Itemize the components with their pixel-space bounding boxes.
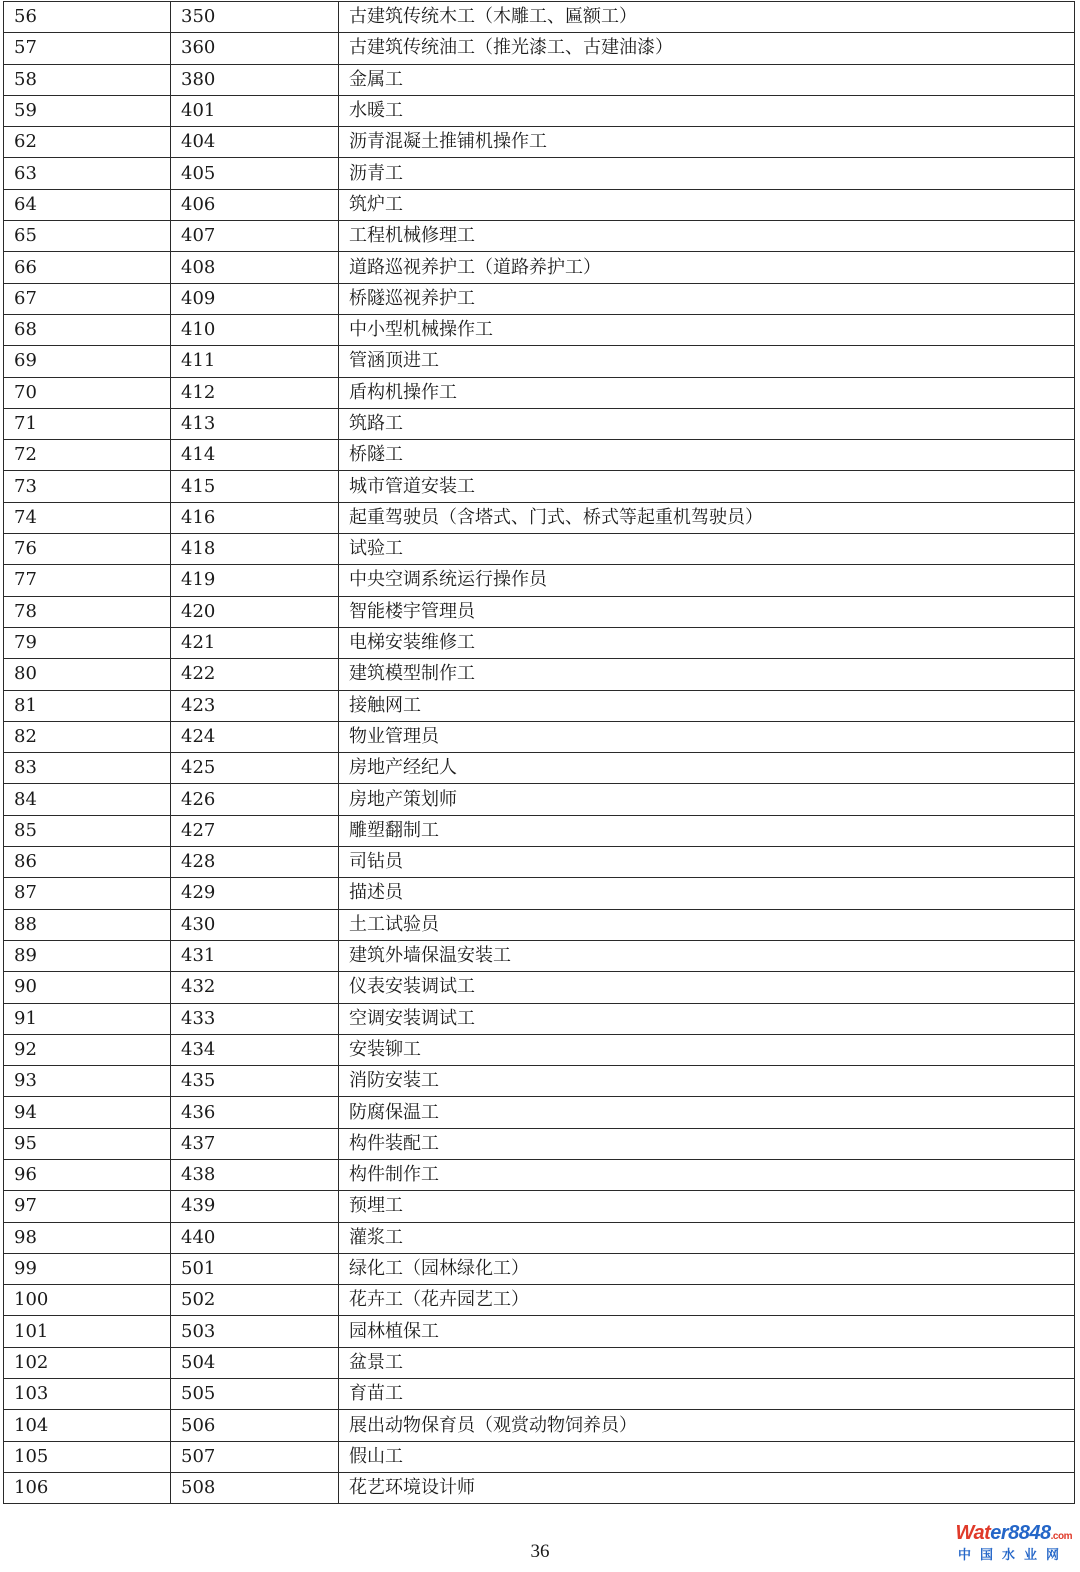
table-row <box>4 2 1075 33</box>
occupation-name-cell: 古建筑传统木工（木雕工、匾额工） <box>339 2 1075 33</box>
occupation-name-cell: 建筑外墙保温安装工 <box>339 940 1075 971</box>
row-index-cell: 69 <box>4 346 171 377</box>
code-cell: 427 <box>171 815 339 846</box>
occupation-name-cell: 筑路工 <box>339 408 1075 439</box>
table-row <box>4 815 1075 846</box>
code-cell: 433 <box>171 1003 339 1034</box>
row-index-cell: 100 <box>4 1285 171 1316</box>
occupation-name-cell: 假山工 <box>339 1441 1075 1472</box>
row-index-cell: 106 <box>4 1472 171 1503</box>
table-row <box>4 659 1075 690</box>
table-row <box>4 940 1075 971</box>
occupation-name-cell: 描述员 <box>339 878 1075 909</box>
code-cell: 408 <box>171 252 339 283</box>
row-index-cell: 88 <box>4 909 171 940</box>
occupation-name-cell: 筑炉工 <box>339 189 1075 220</box>
code-cell: 421 <box>171 627 339 658</box>
code-cell: 406 <box>171 189 339 220</box>
code-cell: 411 <box>171 346 339 377</box>
code-cell: 360 <box>171 33 339 64</box>
occupation-name-cell: 建筑模型制作工 <box>339 659 1075 690</box>
row-index-cell: 99 <box>4 1253 171 1284</box>
table-row <box>4 158 1075 189</box>
code-cell: 409 <box>171 283 339 314</box>
code-cell: 504 <box>171 1347 339 1378</box>
code-cell: 434 <box>171 1034 339 1065</box>
row-index-cell: 78 <box>4 596 171 627</box>
row-index-cell: 93 <box>4 1066 171 1097</box>
table-row <box>4 878 1075 909</box>
occupation-name-cell: 构件制作工 <box>339 1159 1075 1190</box>
watermark-wordmark <box>955 1522 1072 1545</box>
row-index-cell: 84 <box>4 784 171 815</box>
row-index-cell: 97 <box>4 1191 171 1222</box>
code-cell: 436 <box>171 1097 339 1128</box>
row-index-cell: 57 <box>4 33 171 64</box>
code-cell: 505 <box>171 1379 339 1410</box>
code-cell: 507 <box>171 1441 339 1472</box>
row-index-cell: 86 <box>4 847 171 878</box>
occupation-name-cell: 园林植保工 <box>339 1316 1075 1347</box>
table-row <box>4 847 1075 878</box>
occupation-name-cell: 城市管道安装工 <box>339 471 1075 502</box>
table-row <box>4 1159 1075 1190</box>
code-cell: 508 <box>171 1472 339 1503</box>
occupation-name-cell: 展出动物保育员（观赏动物饲养员） <box>339 1410 1075 1441</box>
occupation-name-cell: 防腐保温工 <box>339 1097 1075 1128</box>
table-row <box>4 1253 1075 1284</box>
row-index-cell: 89 <box>4 940 171 971</box>
table-row <box>4 690 1075 721</box>
occupation-name-cell: 接触网工 <box>339 690 1075 721</box>
occupation-name-cell: 沥青混凝土推铺机操作工 <box>339 127 1075 158</box>
occupation-name-cell: 中小型机械操作工 <box>339 314 1075 345</box>
row-index-cell: 64 <box>4 189 171 220</box>
table-row <box>4 64 1075 95</box>
occupation-name-cell: 空调安装调试工 <box>339 1003 1075 1034</box>
row-index-cell: 87 <box>4 878 171 909</box>
row-index-cell: 77 <box>4 565 171 596</box>
table-row <box>4 721 1075 752</box>
row-index-cell: 103 <box>4 1379 171 1410</box>
occupation-name-cell: 构件装配工 <box>339 1128 1075 1159</box>
code-cell: 401 <box>171 95 339 126</box>
occupation-name-cell: 花艺环境设计师 <box>339 1472 1075 1503</box>
occupation-name-cell: 花卉工（花卉园艺工） <box>339 1285 1075 1316</box>
table-row <box>4 565 1075 596</box>
occupation-name-cell: 灌浆工 <box>339 1222 1075 1253</box>
table-body <box>4 2 1075 1504</box>
row-index-cell: 70 <box>4 377 171 408</box>
row-index-cell: 101 <box>4 1316 171 1347</box>
row-index-cell: 67 <box>4 283 171 314</box>
occupation-name-cell: 电梯安装维修工 <box>339 627 1075 658</box>
code-cell: 424 <box>171 721 339 752</box>
table-row <box>4 502 1075 533</box>
occupation-name-cell: 安装铆工 <box>339 1034 1075 1065</box>
table-row <box>4 1285 1075 1316</box>
occupation-name-cell: 房地产策划师 <box>339 784 1075 815</box>
code-cell: 502 <box>171 1285 339 1316</box>
code-cell: 380 <box>171 64 339 95</box>
page-number: 36 <box>530 1541 550 1562</box>
row-index-cell: 81 <box>4 690 171 721</box>
row-index-cell: 71 <box>4 408 171 439</box>
code-cell: 410 <box>171 314 339 345</box>
code-cell: 419 <box>171 565 339 596</box>
watermark-chinese: 中国水业网 <box>957 1548 1068 1563</box>
table-row <box>4 534 1075 565</box>
table-row <box>4 1379 1075 1410</box>
occupation-name-cell: 桥隧巡视养护工 <box>339 283 1075 314</box>
code-cell: 429 <box>171 878 339 909</box>
watermark-part-1: Wat <box>955 1522 991 1544</box>
table-row <box>4 909 1075 940</box>
code-cell: 438 <box>171 1159 339 1190</box>
table-row <box>4 283 1075 314</box>
row-index-cell: 65 <box>4 221 171 252</box>
occupation-name-cell: 消防安装工 <box>339 1066 1075 1097</box>
code-cell: 430 <box>171 909 339 940</box>
row-index-cell: 82 <box>4 721 171 752</box>
table-row <box>4 33 1075 64</box>
row-index-cell: 80 <box>4 659 171 690</box>
occupation-name-cell: 水暖工 <box>339 95 1075 126</box>
row-index-cell: 92 <box>4 1034 171 1065</box>
code-cell: 501 <box>171 1253 339 1284</box>
code-cell: 404 <box>171 127 339 158</box>
code-cell: 426 <box>171 784 339 815</box>
row-index-cell: 66 <box>4 252 171 283</box>
row-index-cell: 96 <box>4 1159 171 1190</box>
occupation-name-cell: 预埋工 <box>339 1191 1075 1222</box>
occupation-name-cell: 绿化工（园林绿化工） <box>339 1253 1075 1284</box>
row-index-cell: 72 <box>4 440 171 471</box>
code-cell: 423 <box>171 690 339 721</box>
row-index-cell: 85 <box>4 815 171 846</box>
table-row <box>4 440 1075 471</box>
table-row <box>4 1347 1075 1378</box>
code-cell: 440 <box>171 1222 339 1253</box>
occupation-name-cell: 沥青工 <box>339 158 1075 189</box>
table-row <box>4 221 1075 252</box>
table-row <box>4 1316 1075 1347</box>
code-cell: 350 <box>171 2 339 33</box>
occupation-name-cell: 工程机械修理工 <box>339 221 1075 252</box>
table-row <box>4 252 1075 283</box>
watermark-part-2: er8848 <box>990 1522 1051 1544</box>
occupation-name-cell: 中央空调系统运行操作员 <box>339 565 1075 596</box>
code-cell: 415 <box>171 471 339 502</box>
occupation-name-cell: 古建筑传统油工（推光漆工、古建油漆） <box>339 33 1075 64</box>
code-cell: 431 <box>171 940 339 971</box>
table-row <box>4 127 1075 158</box>
table-row <box>4 1441 1075 1472</box>
row-index-cell: 63 <box>4 158 171 189</box>
row-index-cell: 90 <box>4 972 171 1003</box>
occupation-name-cell: 育苗工 <box>339 1379 1075 1410</box>
occupation-name-cell: 金属工 <box>339 64 1075 95</box>
code-cell: 439 <box>171 1191 339 1222</box>
row-index-cell: 94 <box>4 1097 171 1128</box>
table-row <box>4 408 1075 439</box>
code-cell: 503 <box>171 1316 339 1347</box>
code-cell: 425 <box>171 753 339 784</box>
code-cell: 506 <box>171 1410 339 1441</box>
occupation-name-cell: 物业管理员 <box>339 721 1075 752</box>
occupation-name-cell: 仪表安装调试工 <box>339 972 1075 1003</box>
code-cell: 416 <box>171 502 339 533</box>
row-index-cell: 83 <box>4 753 171 784</box>
table-row <box>4 1066 1075 1097</box>
code-cell: 407 <box>171 221 339 252</box>
table-row <box>4 1097 1075 1128</box>
row-index-cell: 73 <box>4 471 171 502</box>
occupation-name-cell: 桥隧工 <box>339 440 1075 471</box>
table-row <box>4 972 1075 1003</box>
watermark-logo <box>948 1522 1072 1566</box>
occupation-name-cell: 道路巡视养护工（道路养护工） <box>339 252 1075 283</box>
row-index-cell: 68 <box>4 314 171 345</box>
occupation-name-cell: 土工试验员 <box>339 909 1075 940</box>
code-cell: 412 <box>171 377 339 408</box>
occupation-name-cell: 房地产经纪人 <box>339 753 1075 784</box>
table-row <box>4 1003 1075 1034</box>
table-row <box>4 189 1075 220</box>
code-cell: 435 <box>171 1066 339 1097</box>
code-cell: 413 <box>171 408 339 439</box>
occupation-name-cell: 盾构机操作工 <box>339 377 1075 408</box>
code-cell: 428 <box>171 847 339 878</box>
occupation-name-cell: 雕塑翻制工 <box>339 815 1075 846</box>
row-index-cell: 98 <box>4 1222 171 1253</box>
occupation-name-cell: 智能楼宇管理员 <box>339 596 1075 627</box>
table-row <box>4 1191 1075 1222</box>
occupation-name-cell: 试验工 <box>339 534 1075 565</box>
row-index-cell: 105 <box>4 1441 171 1472</box>
row-index-cell: 56 <box>4 2 171 33</box>
row-index-cell: 58 <box>4 64 171 95</box>
code-cell: 422 <box>171 659 339 690</box>
table-row <box>4 1472 1075 1503</box>
table-row <box>4 596 1075 627</box>
table-row <box>4 95 1075 126</box>
code-cell: 420 <box>171 596 339 627</box>
table-row <box>4 1410 1075 1441</box>
code-cell: 437 <box>171 1128 339 1159</box>
table-row <box>4 627 1075 658</box>
watermark-part-3: .com <box>1050 1531 1072 1542</box>
table-row <box>4 1034 1075 1065</box>
table-row <box>4 377 1075 408</box>
row-index-cell: 76 <box>4 534 171 565</box>
row-index-cell: 74 <box>4 502 171 533</box>
code-cell: 418 <box>171 534 339 565</box>
occupation-name-cell: 盆景工 <box>339 1347 1075 1378</box>
row-index-cell: 104 <box>4 1410 171 1441</box>
code-cell: 405 <box>171 158 339 189</box>
table-row <box>4 346 1075 377</box>
code-cell: 414 <box>171 440 339 471</box>
occupation-name-cell: 司钻员 <box>339 847 1075 878</box>
row-index-cell: 95 <box>4 1128 171 1159</box>
table-row <box>4 1128 1075 1159</box>
row-index-cell: 91 <box>4 1003 171 1034</box>
occupation-name-cell: 管涵顶进工 <box>339 346 1075 377</box>
row-index-cell: 102 <box>4 1347 171 1378</box>
table-row <box>4 471 1075 502</box>
occupation-name-cell: 起重驾驶员（含塔式、门式、桥式等起重机驾驶员） <box>339 502 1075 533</box>
table-row <box>4 784 1075 815</box>
row-index-cell: 62 <box>4 127 171 158</box>
table-row <box>4 1222 1075 1253</box>
row-index-cell: 59 <box>4 95 171 126</box>
occupation-table <box>3 1 1075 1504</box>
row-index-cell: 79 <box>4 627 171 658</box>
table-row <box>4 314 1075 345</box>
code-cell: 432 <box>171 972 339 1003</box>
table-row <box>4 753 1075 784</box>
